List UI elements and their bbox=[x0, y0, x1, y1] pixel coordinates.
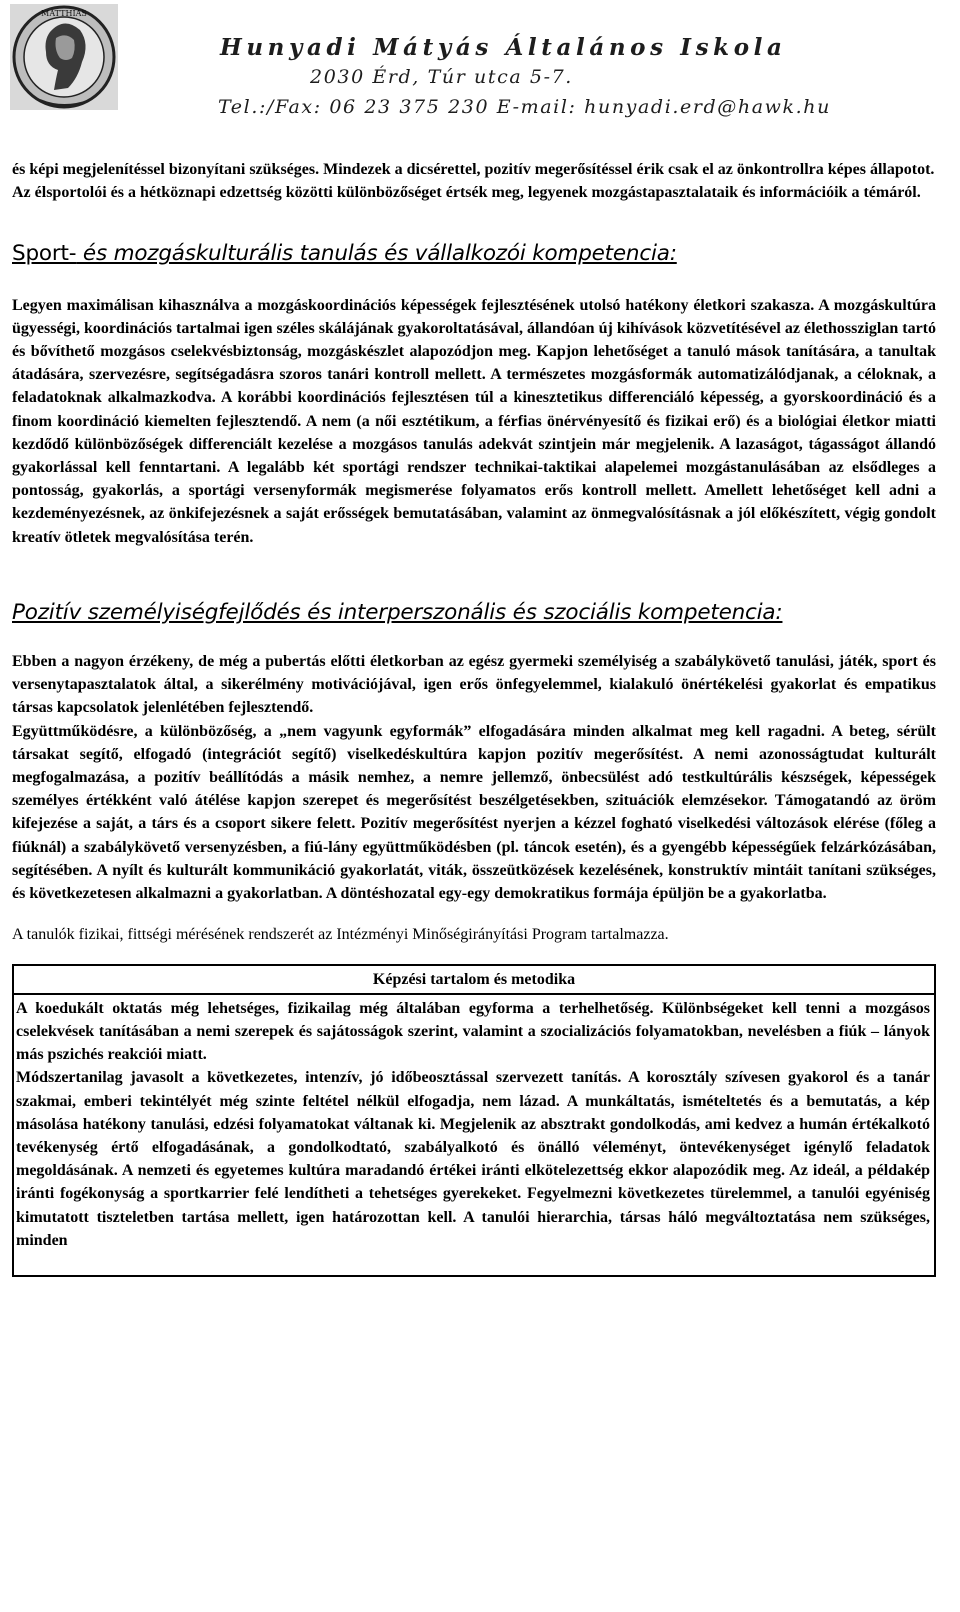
section-title-sport bbox=[12, 242, 936, 265]
methodology-paragraph-1: A koedukált oktatás még lehetséges, fizikailag még általában egyforma a terhelhetőség. Különbségeket kell tenni a mozgásos cselekvések tanításában a nemi szerepek és sajátosságok szerint, valamint a szocializációs folyamatokban, nevelésben a fiúk – lányok más pszichés reakciói miatt. bbox=[16, 999, 930, 1064]
methodology-paragraph-2: Módszertanilag javasolt a következetes, intenzív, jó időbeosztással szervezett tanítás. A korosztály szívesen gyakorol és a tanár szakmai, emberi tekintélyét még szinte feltétel nélkül elfogadja, nem lázad. A munkáltatás, ismételtetés és a bemutatás, a kép másolása hatékony tanulási, edzési folyamatokat váltanak ki. Megjelenik az absztrakt gondolkodás, ami kedvez a humán értékalkotó tevékenység értő elfogadásának, a gondolkodtató, szabályalkotó és önálló véleményt, öntevékenységet igénylő feladatok megoldásának. A nemzeti és egyetemes kultúra maradandó értékei iránti elkötelezettség ekkor alapozódik meg. Az ideál, a példakép iránti fogékonyság a sportkarrier felé lendítheti a tehetséges gyerekeket. Fegyelmezni következetes türelemmel, a tanulói egyéniség kimutatott tiszteletben tartása mellett, igen határozottan kell. A tanulói hierarchia, társas háló megváltoztatása nem szükséges, minden bbox=[16, 1069, 930, 1249]
section-personality-body-2: Együttműködésre, a különbözőség, a „nem vagyunk egyformák” elfogadására minden alkalmat meg kell ragadni. A beteg, sérült társakat segítő, elfogadó (integrációt segítő) viselkedéskultúra kapjon pozitív megerősítést. A nemi azonosságtudat kulturált megfogalmazása, a pozitív beállítódás a másik nemhez, a nemre jellemző, önbecsülést adó testkultúrális készségek, képességek személyes értékként való átélése kapjon szerepet és megerősítést beszélgetésekben, szituációk elemzésekor. Támogatandó az öröm kifejezése a saját, a társ és a csoport sikere felett. Pozitív megerősítést nyerjen a kézzel fogható viselkedési változások elérése (főleg a fiúknál) a szabálykövető versenyzésben, a fiú-lány együttműködésben (pl. táncok esetén), és a gyengébb képességűek felzárkózásában, segítésében. A nyílt és kulturált kommunikáció gyakorlatát, viták, összeütközések kezelésének, konstruktív mintáit tanítani szükséges, és következetesen alkalmazni a gyakorlatban. A döntéshozatal egy-egy demokratikus formája épüljön be a gyakorlatba. bbox=[12, 722, 936, 903]
fitness-measurement-note: A tanulók fizikai, fittségi mérésének rendszerét az Intézményi Minőségirányítási Program tartalmazza. bbox=[12, 926, 669, 944]
intro-paragraph-1: és képi megjelenítéssel bizonyítani szükséges. Mindezek a dicsérettel, pozitív megerősítéssel érik csak el az önkontrollra képes állapotot. bbox=[12, 161, 935, 178]
school-name: Hunyadi Mátyás Általános Iskola bbox=[220, 34, 787, 61]
methodology-box-body bbox=[14, 995, 934, 1275]
section-title-personality: Pozitív személyiségfejlődés és interperszonális és szociális kompetencia: bbox=[12, 599, 783, 625]
school-address: 2030 Érd, Túr utca 5-7. bbox=[310, 66, 573, 88]
methodology-box-title: Képzési tartalom és metodika bbox=[14, 966, 934, 994]
school-seal-logo bbox=[10, 4, 118, 110]
svg-text:MATTHIAS: MATTHIAS bbox=[41, 9, 87, 18]
document-body bbox=[12, 158, 936, 1277]
letterhead bbox=[10, 4, 950, 118]
section-sport-body: Legyen maximálisan kihasználva a mozgáskoordinációs képességek fejlesztésének utolsó hatékony életkori szakasza. A mozgáskultúra ügyességi, koordinációs tartalmai igen széles skálájának gyakoroltatásával, állandóan új kihívások közvetítésével az élethossziglan tartó és bővíthető mozgásos cselekvésbiztonság, mozgáskészlet alapozódjon meg. Kapjon lehetőséget a tanuló mások tanítására, a tanultak átadására, szervezésre, segítségadásra szoros tanári kontroll mellett. A természetes mozgásformák automatizálódjanak, a céloknak, a feladatoknak alkalmazkodva. A korábbi koordinációs fejlesztésen túl a kinesztetikus differenciáló képesség, a gyorskoordináció és a finom koordináció kiemelten fejlesztendő. A nem (a női esztétikum, a férfias önérvényesítő és fizikai erő) és a biológiai életkor miatti kezdődő különbözőségek differenciált kezelése a mozgásos tanulás adekvát szintjein már megjelenik. A lazaságot, tágasságot állandó gyakorlással kell fenntartani. A legalább két sportági rendszer technikai-taktikai alapelemei mozgástanulásában az elsődleges a pontosság, gyakorlás, a sportági versenyformák megismerése folyamatos erős kontroll mellett. Amellett lehetőséget kell adni a kezdeményezésnek, az önkifejezésnek a saját erősségek bemutatásában, valamint az önmegvalósításnak a jól előkészített, végig gondolt kreatív ötletek megvalósítása terén. bbox=[12, 296, 936, 546]
intro-paragraph-2: Az élsportolói és a hétköznapi edzettség közötti különbözőséget értsék meg, legyenek mozgástapasztalataik és információik a témáról. bbox=[12, 184, 921, 202]
section-personality-body-1: Ebben a nagyon érzékeny, de még a pubertás előtti életkorban az egész gyermeki személyiség a szabálykövető tanulási, játék, sport és versenytapasztalatok által, a sikerélmény motivációjával, igen erős önfegyelemmel, kialakuló önértékelési gyakorlat és empatikus társas kapcsolatok jelenlétében fejlesztendő. bbox=[12, 653, 936, 717]
section-title-sport-rest: és mozgáskulturális tanulás és vállalkozói kompetencia: bbox=[76, 241, 677, 267]
section-title-sport-prefix: Sport- bbox=[12, 241, 77, 267]
methodology-box bbox=[12, 964, 936, 1276]
school-contact: Tel.:/Fax: 06 23 375 230 E-mail: hunyadi.erd@hawk.hu bbox=[218, 96, 831, 118]
